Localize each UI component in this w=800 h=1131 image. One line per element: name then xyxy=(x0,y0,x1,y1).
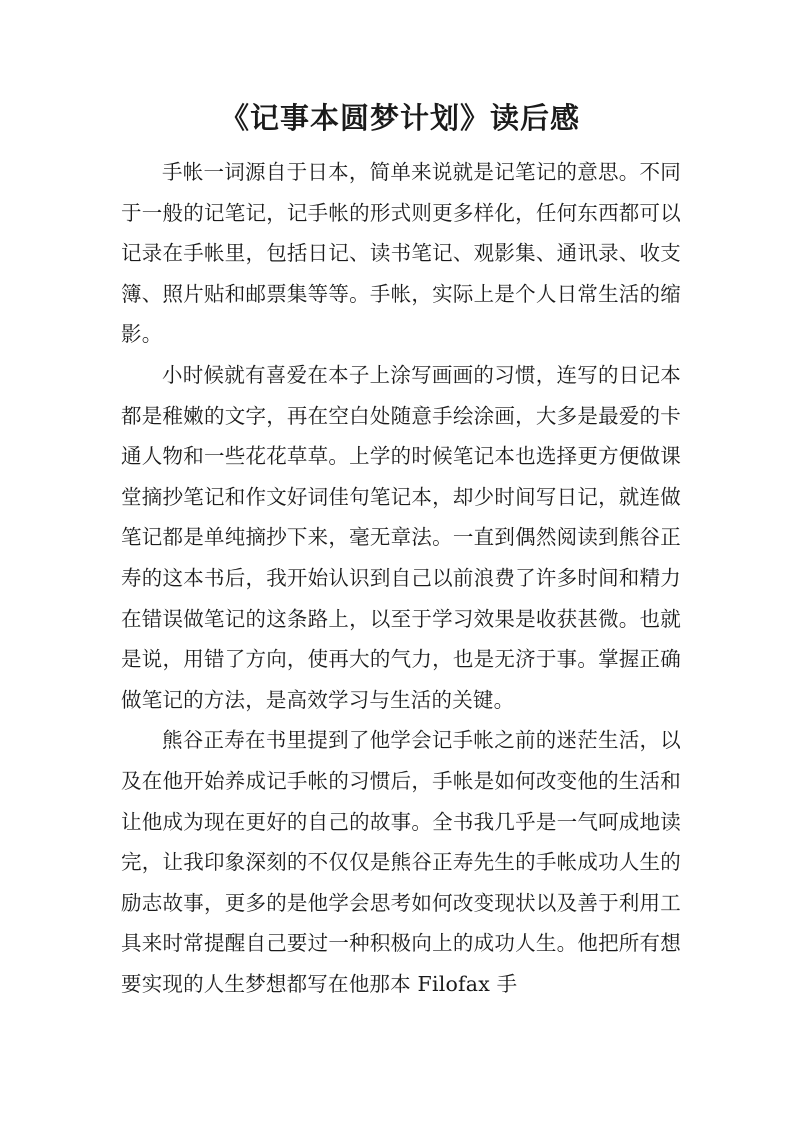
paragraph-3: 熊谷正寿在书里提到了他学会记手帐之前的迷茫生活，以及在他开始养成记手帐的习惯后，手帐是如何改变他的生活和让他成为现在更好的自己的故事。全书我几乎是一气呵成地读完，让我印象深刻的不仅仅是熊谷正寿先生的手帐成功人生的励志故事，更多的是他学会思考如何改变现状以及善于利用工具来时常提醒自己要过一种积极向上的成功人生。他把所有想要实现的人生梦想都写在他那本 Filofax 手 xyxy=(121,728,681,996)
document-title: 《记事本圆梦计划》读后感 xyxy=(219,101,580,135)
paragraph-2: 小时候就有喜爱在本子上涂写画画的习惯，连写的日记本都是稚嫩的文字，再在空白处随意手绘涂画，大多是最爱的卡通人物和一些花花草草。上学的时候笔记本也选择更方便做课堂摘抄笔记和作文好词佳句笔记本，却少时间写日记，就连做笔记都是单纯摘抄下来，毫无章法。一直到偶然阅读到熊谷正寿的这本书后，我开始认识到自己以前浪费了许多时间和精力在错误做笔记的这条路上，以至于学习效果是收获甚微。也就是说，用错了方向，使再大的气力，也是无济于事。掌握正确做笔记的方法，是高效学习与生活的关键。 xyxy=(121,362,681,712)
document-body xyxy=(121,152,681,1004)
paragraph-1: 手帐一词源自于日本，简单来说就是记笔记的意思。不同于一般的记笔记，记手帐的形式则更多样化，任何东西都可以记录在手帐里，包括日记、读书笔记、观影集、通讯录、收支簿、照片贴和邮票集等等。手帐，实际上是个人日常生活的缩影。 xyxy=(121,160,681,347)
